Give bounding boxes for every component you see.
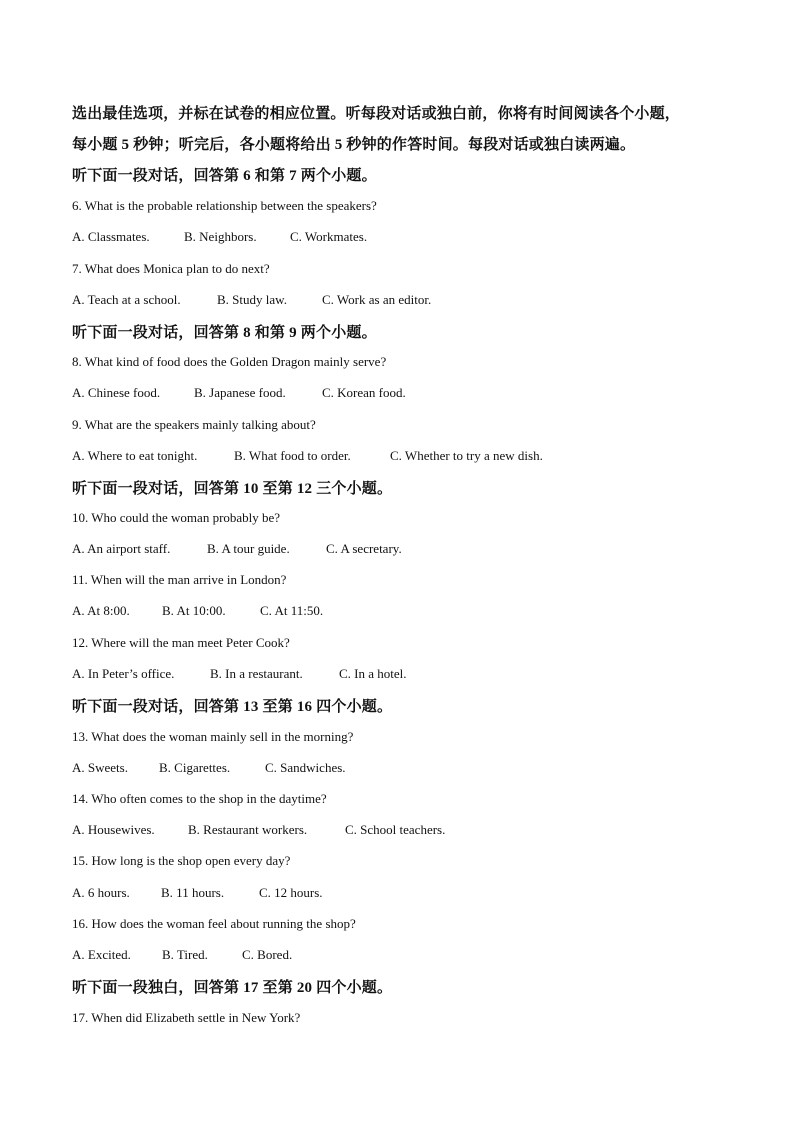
- options-row: [72, 603, 323, 619]
- section-heading: 听下面一段独白，回答第 17 至第 20 四个小题。: [72, 980, 393, 996]
- options-row: [72, 760, 346, 776]
- option-b: B. 11 hours.: [161, 885, 225, 900]
- question-text: 12. Where will the man meet Peter Cook?: [72, 635, 290, 650]
- option-a: A. An airport staff.: [72, 541, 171, 556]
- options-row: [72, 385, 406, 401]
- option-c: C. School teachers.: [345, 822, 446, 837]
- question-text: 11. When will the man arrive in London?: [72, 572, 287, 587]
- option-c: C. At 11:50.: [260, 603, 324, 618]
- option-a: A. At 8:00.: [72, 603, 130, 618]
- option-a: A. Teach at a school.: [72, 292, 181, 307]
- instructions-line-2: 每小题 5 秒钟；听完后，各小题将给出 5 秒钟的作答时间。每段对话或独白读两遍。: [72, 137, 636, 153]
- question-text: 7. What does Monica plan to do next?: [72, 261, 270, 276]
- option-c: C. Workmates.: [290, 229, 368, 244]
- options-row: [72, 448, 543, 464]
- option-c: C. Bored.: [242, 947, 293, 962]
- option-b: B. Study law.: [217, 292, 287, 307]
- question-text: 10. Who could the woman probably be?: [72, 510, 281, 525]
- option-b: B. Neighbors.: [184, 229, 257, 244]
- option-a: A. Chinese food.: [72, 385, 161, 400]
- option-b: B. Tired.: [162, 947, 208, 962]
- option-c: C. In a hotel.: [339, 666, 407, 681]
- option-b: B. Restaurant workers.: [188, 822, 308, 837]
- section-heading: 听下面一段对话，回答第 6 和第 7 两个小题。: [72, 168, 377, 184]
- options-row: [72, 885, 323, 901]
- option-a: A. In Peter’s office.: [72, 666, 175, 681]
- option-b: B. Japanese food.: [194, 385, 286, 400]
- options-row: [72, 666, 407, 682]
- question-text: 6. What is the probable relationship between the speakers?: [72, 198, 377, 213]
- question-text: 8. What kind of food does the Golden Dragon mainly serve?: [72, 354, 387, 369]
- option-a: A. Where to eat tonight.: [72, 448, 198, 463]
- option-c: C. Sandwiches.: [265, 760, 346, 775]
- options-row: [72, 229, 367, 245]
- options-row: [72, 292, 431, 308]
- instructions-line-1: 选出最佳选项，并标在试卷的相应位置。听每段对话或独白前，你将有时间阅读各个小题，: [72, 106, 681, 122]
- option-c: C. Korean food.: [322, 385, 406, 400]
- options-row: [72, 822, 445, 838]
- question-text: 15. How long is the shop open every day?: [72, 853, 291, 868]
- option-a: A. Sweets.: [72, 760, 128, 775]
- option-b: B. What food to order.: [234, 448, 351, 463]
- question-text: 16. How does the woman feel about running the shop?: [72, 916, 356, 931]
- option-a: A. Classmates.: [72, 229, 150, 244]
- option-b: B. At 10:00.: [162, 603, 226, 618]
- question-text: 17. When did Elizabeth settle in New York?: [72, 1010, 301, 1025]
- option-a: A. Excited.: [72, 947, 131, 962]
- section-heading: 听下面一段对话，回答第 10 至第 12 三个小题。: [72, 481, 393, 497]
- question-text: 14. Who often comes to the shop in the daytime?: [72, 791, 327, 806]
- option-c: C. Work as an editor.: [322, 292, 432, 307]
- option-c: C. Whether to try a new dish.: [390, 448, 543, 463]
- option-b: B. Cigarettes.: [159, 760, 231, 775]
- option-b: B. In a restaurant.: [210, 666, 303, 681]
- option-c: C. 12 hours.: [259, 885, 323, 900]
- option-c: C. A secretary.: [326, 541, 402, 556]
- question-text: 9. What are the speakers mainly talking about?: [72, 417, 316, 432]
- option-a: A. 6 hours.: [72, 885, 130, 900]
- section-heading: 听下面一段对话，回答第 13 至第 16 四个小题。: [72, 699, 393, 715]
- section-heading: 听下面一段对话，回答第 8 和第 9 两个小题。: [72, 325, 377, 341]
- options-row: [72, 541, 402, 557]
- option-b: B. A tour guide.: [207, 541, 290, 556]
- options-row: [72, 947, 292, 963]
- question-text: 13. What does the woman mainly sell in the morning?: [72, 729, 354, 744]
- option-a: A. Housewives.: [72, 822, 155, 837]
